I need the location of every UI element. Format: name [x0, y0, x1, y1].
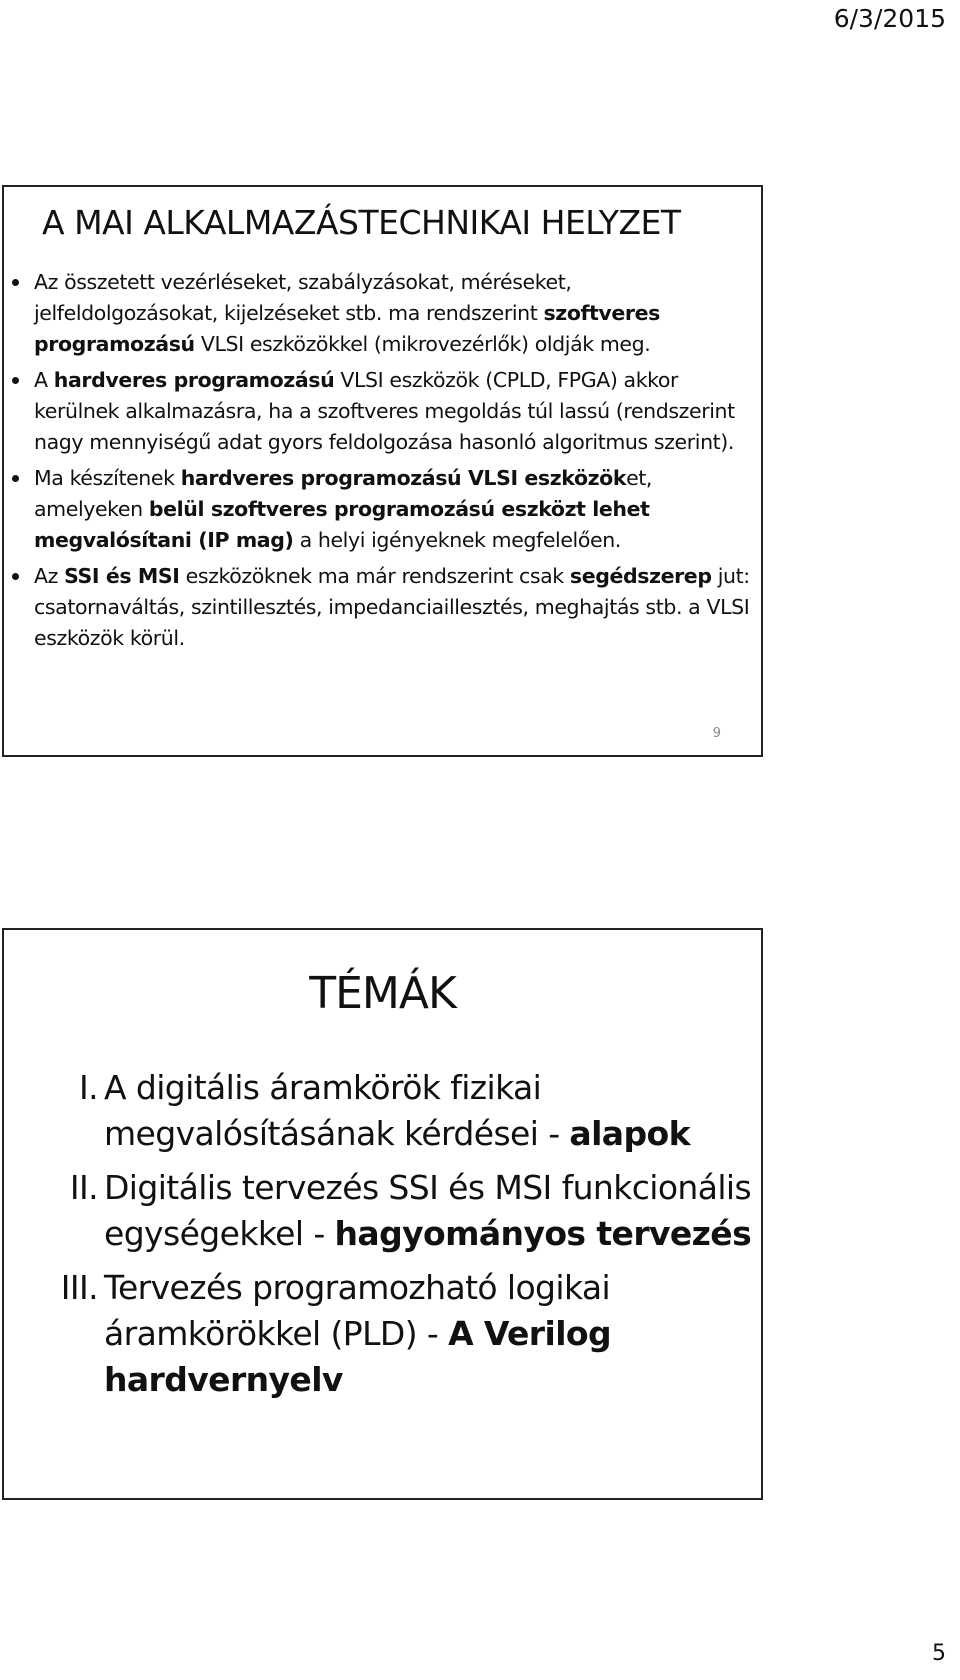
slide-title: A MAI ALKALMAZÁSTECHNIKAI HELYZET [42, 203, 681, 242]
topic-item: II. Digitális tervezés SSI és MSI funkcionális egységekkel - hagyományos tervezés [34, 1165, 754, 1257]
print-date: 6/3/2015 [833, 4, 946, 33]
topic-list [34, 1065, 754, 1411]
bullet-item: A hardveres programozású VLSI eszközök (CPLD, FPGA) akkor kerülnek alkalmazásra, ha a szoftveres megoldás túl lassú (rendszerint nagy mennyiségű adat gyors feldolgozása hasonló algoritmus szerint). [12, 365, 757, 458]
bullet-item: Az SSI és MSI eszközöknek ma már rendszerint csak segédszerep jut: csatornaváltás, szintillesztés, impedanciaillesztés, meghajtás stb. a VLSI eszközök körül. [12, 561, 757, 654]
slide-current-situation [2, 185, 763, 757]
page-number: 5 [932, 1641, 946, 1666]
bullet-item: Az összetett vezérléseket, szabályzásokat, méréseket, jelfeldolgozásokat, kijelzéseket stb. ma rendszerint szoftveres programozású VLSI eszközökkel (mikrovezérlők) oldják meg. [12, 267, 757, 360]
topic-item: I. A digitális áramkörök fizikai megvalósításának kérdései - alapok [34, 1065, 754, 1157]
slide-title: TÉMÁK [309, 968, 456, 1019]
topic-number: I. [78, 1068, 98, 1107]
bullet-list [12, 267, 757, 659]
bullet-icon [12, 377, 19, 384]
bullet-item: Ma készítenek hardveres programozású VLSI eszközöket, amelyeken belül szoftveres programozású eszközt lehet megvalósítani (IP mag) a helyi igényeknek megfelelően. [12, 463, 757, 556]
bullet-icon [12, 279, 19, 286]
slide-topics [2, 928, 763, 1500]
slide-number: 9 [712, 726, 721, 741]
topic-number: III. [60, 1268, 98, 1307]
bullet-icon [12, 475, 19, 482]
topic-number: II. [69, 1168, 98, 1207]
topic-item: III. Tervezés programozható logikai áramkörökkel (PLD) - A Verilog hardvernyelv [34, 1265, 754, 1403]
bullet-icon [12, 573, 19, 580]
